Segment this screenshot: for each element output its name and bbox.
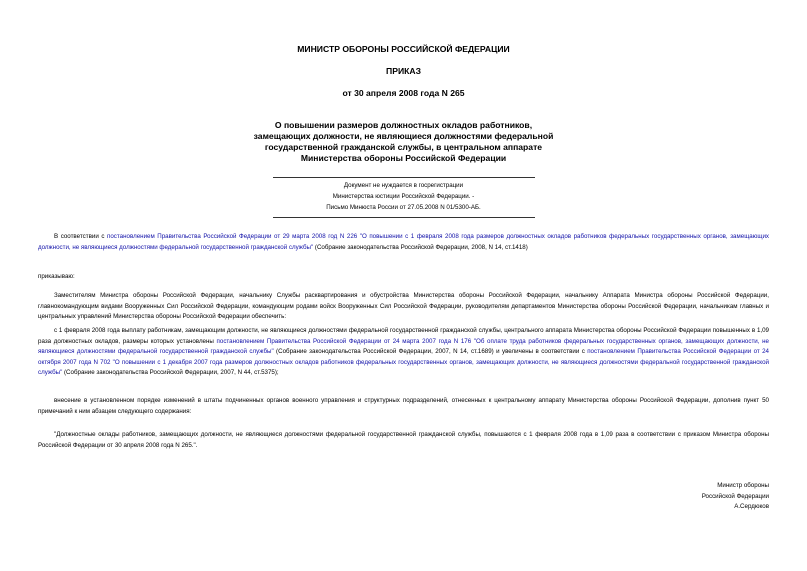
decree-226-link[interactable]: постановлением Правительства Российской Федерации от 29 марта 2008 год N 226 "О повышении с 1 февраля 2008 года размеров должностных окладов работников федеральных государственных органов, замещающих должности, не являющиеся должностями федеральной государственной гражданской службы" — [38, 233, 770, 251]
signature-block — [600, 481, 769, 513]
signature-org: Российской Федерации — [701, 492, 769, 500]
signature-title: Министр обороны — [717, 482, 769, 489]
ministry-heading: МИНИСТР ОБОРОНЫ РОССИЙСКОЙ ФЕДЕРАЦИИ — [297, 44, 510, 54]
note-line: Документ не нуждается в госрегистрации — [343, 182, 464, 189]
decree-702-link[interactable]: постановлением Правительства Российской Федерации от 24 октября 2007 года N 702 "О повышении с 1 декабря 2007 года размеров должностных окладов работников федеральных государственных органов, замещающих должности, не являющиеся должностями федеральной государственной гражданской службы" — [38, 348, 769, 377]
basis-text: В соответствии с — [54, 233, 107, 240]
paragraph-order: приказываю: — [38, 273, 75, 280]
paragraph-payment — [38, 326, 769, 379]
title-line: О повышении размеров должностных окладов работников, — [274, 120, 533, 130]
title-line: государственной гражданской службы, в центральном аппарате — [264, 142, 543, 152]
payment-text: с 1 февраля 2008 года выплату работникам, замещающим должности, не являющиеся должностями федеральной государственной гражданской службы, центрального аппарата Министерства обороны Российской Федерации повышенных в 1,09 раза должностных окладов, размеры которых установлены — [38, 327, 769, 345]
date-number-heading: от 30 апреля 2008 года N 265 — [342, 88, 465, 98]
divider-bottom — [273, 217, 535, 218]
signature-name: А.Сердюков — [734, 503, 769, 510]
payment-text-mid: (Собрание законодательства Российской Федерации, 2007, N 14, ст.1689) и увеличены в соответствии с — [273, 348, 588, 356]
paragraph-addressees: Заместителям Министра обороны Российской Федерации, начальнику Службы расквартирования и обустройства Министерства обороны Российской Федерации, начальнику Аппарата Министра обороны Российской Федерации, главнокомандующим видами Вооруженных Сил Российской Федерации, командующим родами войск Вооруженных Сил Российской Федерации, руководителям департаментов Министерства обороны Российской Федерации, начальникам главных и центральных управлений Министерства обороны Российской Федерации обеспечить: — [38, 292, 769, 321]
paragraph-quote: "Должностные оклады работников, замещающих должности, не являющиеся должностями федеральной государственной гражданской службы, повышаются с 1 февраля 2008 года в 1,09 раза в соответствии с приказом Министра обороны Российской Федерации от 30 апреля 2008 года N 265.". — [38, 431, 769, 449]
title-line: Министерства обороны Российской Федерации — [300, 153, 507, 163]
paragraph-staff-changes: внесение в установленном порядке изменений в штаты подчиненных органов военного управления и структурных подразделений, отнесенных к центральному аппарату Министерства обороны Российской Федерации, дополнив пункт 50 примечаний к ним абзацем следующего содержания: — [38, 397, 769, 415]
divider-top — [273, 177, 535, 178]
basis-source-text: (Собрание законодательства Российской Федерации, 2008, N 14, ст.1418) — [313, 243, 528, 251]
decree-176-link[interactable]: постановлением Правительства Российской Федерации от 24 марта 2007 года N 176 "Об оплате труда работников федеральных государственных органов, замещающих должности, не являющиеся должностями федеральной государственной гражданской службы" — [38, 337, 769, 356]
registration-note — [0, 180, 807, 214]
payment-text-end: (Собрание законодательства Российской Федерации, 2007, N 44, ст.5375); — [62, 369, 279, 377]
title-line: замещающих должности, не являющиеся должностями федеральной — [253, 131, 554, 141]
paragraph-basis — [38, 232, 769, 253]
note-line: Письмо Минюста России от 27.05.2008 N 01/5300-АБ. — [326, 204, 481, 212]
note-line: Министерства юстиции Российской Федерации. - — [332, 193, 475, 201]
doc-type-heading: ПРИКАЗ — [386, 66, 421, 76]
document-title — [0, 120, 807, 164]
